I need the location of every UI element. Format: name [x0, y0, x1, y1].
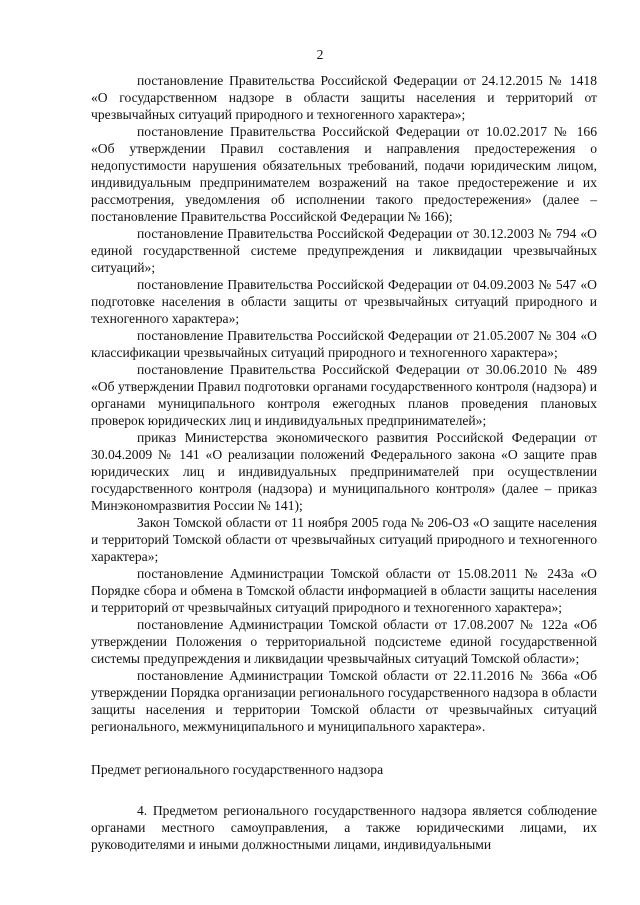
paragraph-decree-489: постановление Правительства Российской Федерации от 30.06.2010 № 489 «Об утверждении Правил подготовки органами государственного контроля (надзора) и органами муниципального контроля ежегодных планов проведения плановых проверок юридических лиц и индивидуальных предпринимателей»;	[91, 362, 597, 428]
paragraph-decree-304: постановление Правительства Российской Федерации от 21.05.2007 № 304 «О классификации чрезвычайных ситуаций природного и техногенного характера»;	[91, 328, 597, 360]
paragraph-decree-794: постановление Правительства Российской Федерации от 30.12.2003 № 794 «О единой государственной системе предупреждения и ликвидации чрезвычайных ситуаций»;	[91, 226, 597, 275]
paragraph-decree-366a: постановление Администрации Томской области от 22.11.2016 № 366а «Об утверждении Порядка организации регионального государственного надзора в области защиты населения и территории Томской области от чрезвычайных ситуаций регионального, межмуниципального и муниципального характера».	[91, 668, 597, 734]
section-heading: Предмет регионального государственного надзора	[91, 762, 384, 777]
page-number: 2	[316, 47, 324, 62]
paragraph-decree-1418: постановление Правительства Российской Федерации от 24.12.2015 № 1418 «О государственном надзоре в области защиты населения и территорий от чрезвычайных ситуаций природного и техногенного характера»;	[91, 73, 597, 122]
paragraph-decree-547: постановление Правительства Российской Федерации от 04.09.2003 № 547 «О подготовке населения в области защиты от чрезвычайных ситуаций природного и техногенного характера»;	[91, 277, 597, 326]
paragraph-decree-166: постановление Правительства Российской Федерации от 10.02.2017 № 166 «Об утверждении Правил составления и направления предостережения о недопустимости нарушения обязательных требований, подачи юридическим лицом, индивидуальным предпринимателем возражений на такое предостережение и их рассмотрения, уведомления об исполнении такого предостережения» (далее – постановление Правительства Российской Федерации № 166);	[91, 124, 597, 224]
paragraph-order-141: приказ Министерства экономического развития Российской Федерации от 30.04.2009 № 141 «О реализации положений Федерального закона «О защите прав юридических лиц и индивидуальных предпринимателей при осуществлении государственного контроля (надзора) и муниципального контроля» (далее – приказ Минэкономразвития России № 141);	[91, 430, 597, 513]
paragraph-section-4: 4. Предметом регионального государственного надзора является соблюдение органами местного самоуправления, а также юридическими лицами, их руководителями и иными должностными лицами, индивидуальными	[91, 803, 597, 852]
paragraph-decree-122a: постановление Администрации Томской области от 17.08.2007 № 122а «Об утверждении Положения о территориальной подсистеме единой государственной системы предупреждения и ликвидации чрезвычайных ситуаций Томской области»;	[91, 617, 597, 666]
paragraph-law-206-oz: Закон Томской области от 11 ноября 2005 года № 206-ОЗ «О защите населения и территорий Томской области от чрезвычайных ситуаций природного и техногенного характера»;	[91, 515, 597, 564]
paragraph-decree-243a: постановление Администрации Томской области от 15.08.2011 № 243а «О Порядке сбора и обмена в Томской области информацией в области защиты населения и территорий от чрезвычайных ситуаций природного и техногенного характера»;	[91, 566, 597, 615]
document-body	[91, 72, 597, 853]
